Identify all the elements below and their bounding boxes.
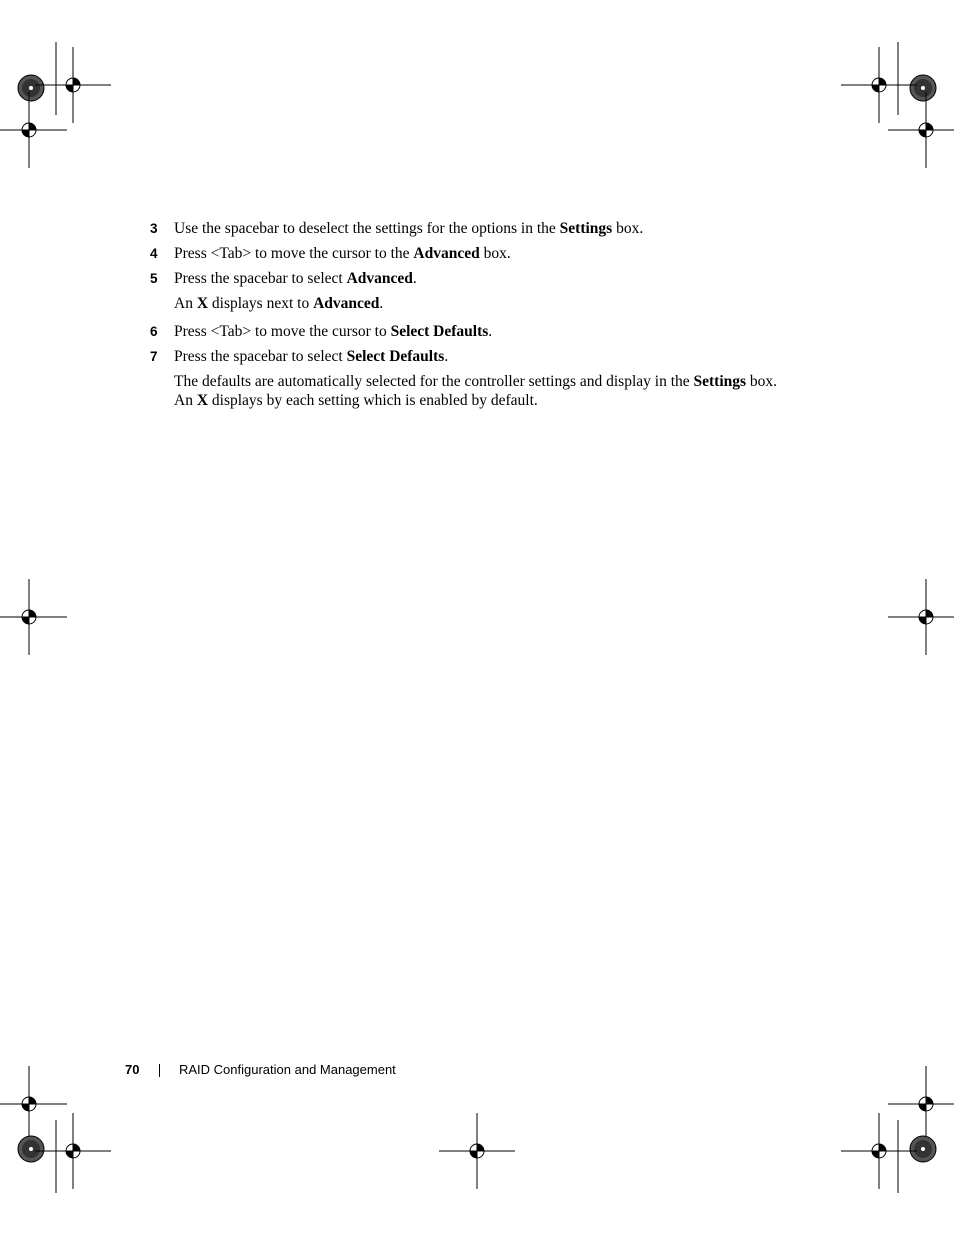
- crosshair-icon: [0, 92, 67, 168]
- step-text: Press <Tab> to move the cursor to the Advanced box.: [174, 245, 511, 262]
- step-text: Press the spacebar to select Select Defaults.: [174, 348, 449, 365]
- crosshair-icon: [888, 579, 954, 655]
- step-item: [0, 347, 954, 369]
- crosshair-icon: [35, 47, 111, 123]
- step-note: An X displays next to Advanced.: [174, 295, 384, 312]
- crosshair-icon: [0, 579, 67, 655]
- crosshair-icon: [841, 1113, 917, 1189]
- registration-star-icon: [18, 1136, 44, 1162]
- registration-star-icon: [910, 75, 936, 101]
- step-number: 4: [150, 246, 158, 261]
- section-title: RAID Configuration and Management: [179, 1062, 396, 1077]
- step-note: An X displays by each setting which is enabled by default.: [174, 392, 538, 409]
- crosshair-icon: [35, 1113, 111, 1189]
- step-item: [0, 269, 954, 291]
- registration-star-icon: [910, 1136, 936, 1162]
- step-number: 6: [150, 324, 158, 339]
- step-note: The defaults are automatically selected for the controller settings and display in the Settings box.: [174, 373, 778, 390]
- step-text: Press the spacebar to select Advanced.: [174, 270, 417, 287]
- step-item: [0, 244, 954, 266]
- crosshair-icon: [439, 1113, 515, 1189]
- footer-divider: [159, 1064, 160, 1077]
- page-footer: [0, 1060, 954, 1082]
- step-number: 7: [150, 349, 158, 364]
- step-text: Use the spacebar to deselect the settings for the options in the Settings box.: [174, 220, 644, 237]
- step-item: [0, 322, 954, 344]
- crosshair-icon: [841, 47, 917, 123]
- registration-star-icon: [18, 75, 44, 101]
- step-item: [0, 219, 954, 241]
- step-text: Press <Tab> to move the cursor to Select Defaults.: [174, 323, 493, 340]
- page-number: 70: [125, 1062, 140, 1077]
- step-number: 5: [150, 271, 158, 286]
- step-number: 3: [150, 221, 158, 236]
